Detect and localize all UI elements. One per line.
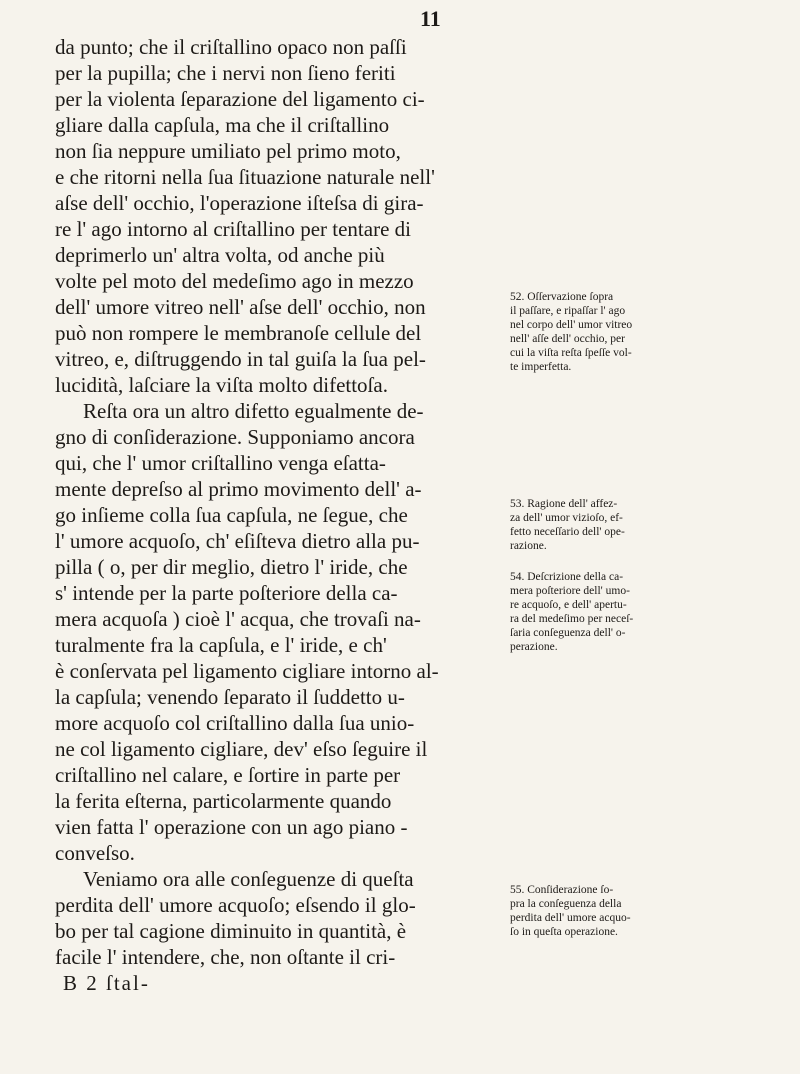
page-number: 11 — [420, 6, 441, 31]
text-line: aſse dell' occhio, l'operazione iſteſsa di gira- — [55, 191, 424, 215]
margin-note-52 — [510, 290, 790, 374]
note-line: te imperfetta. — [510, 361, 572, 373]
margin-note-54 — [510, 570, 790, 654]
text-line: la ferita eſterna, particolarmente quando — [55, 789, 392, 813]
text-line: e che ritorni nella ſua ſituazione naturale nell' — [55, 165, 435, 189]
text-line: vitreo, e, diſtruggendo in tal guiſa la ſua pel- — [55, 347, 426, 371]
text-line: lucidità, laſciare la viſta molto difettoſa. — [55, 373, 388, 397]
text-line: è conſervata pel ligamento cigliare intorno al- — [55, 659, 439, 683]
text-line: non ſia neppure umiliato pel primo moto, — [55, 139, 401, 163]
note-line: 52. Oſſervazione ſopra — [510, 291, 614, 303]
note-line: ſaria conſeguenza dell' o- — [510, 627, 626, 639]
note-line: za dell' umor vizioſo, ef- — [510, 512, 623, 524]
text-line: go inſieme colla ſua capſula, ne ſegue, che — [55, 503, 408, 527]
note-line: nell' aſſe dell' occhio, per — [510, 333, 625, 345]
text-line: deprimerlo un' altra volta, od anche più — [55, 243, 385, 267]
note-line: perazione. — [510, 641, 558, 653]
note-line: 53. Ragione dell' affez- — [510, 498, 618, 510]
text-line: bo per tal cagione diminuito in quantità, è — [55, 919, 407, 943]
text-line: per la pupilla; che i nervi non ſieno feriti — [55, 61, 396, 85]
catchword-line: B 2 ſtal- — [63, 971, 150, 995]
text-line: turalmente fra la capſula, e l' iride, e ch' — [55, 633, 387, 657]
text-line: perdita dell' umore acquoſo; eſsendo il glo- — [55, 893, 416, 917]
text-line: l' umore acquoſo, ch' eſiſteva dietro alla pu- — [55, 529, 420, 553]
margin-note-53 — [510, 497, 790, 553]
text-line: mera acquoſa ) cioè l' acqua, che trovaſi na- — [55, 607, 421, 631]
note-line: ra del medeſimo per neceſ- — [510, 613, 634, 625]
text-line: da punto; che il criſtallino opaco non paſſi — [55, 35, 407, 59]
text-line: volte pel moto del medeſimo ago in mezzo — [55, 269, 414, 293]
note-line: razione. — [510, 540, 547, 552]
text-line: mente depreſso al primo movimento dell' a- — [55, 477, 422, 501]
text-line: gliare dalla capſula, ma che il criſtallino — [55, 113, 390, 137]
text-line: re l' ago intorno al criſtallino per tentare di — [55, 217, 411, 241]
text-line: pilla ( o, per dir meglio, dietro l' iride, che — [55, 555, 408, 579]
text-line: criſtallino nel calare, e ſortire in parte per — [55, 763, 401, 787]
main-text-column — [55, 34, 495, 996]
note-line: il paſſare, e ripaſſar l' ago — [510, 305, 626, 317]
text-line: vien fatta l' operazione con un ago piano - — [55, 815, 408, 839]
text-line: facile l' intendere, che, non oſtante il cri- — [55, 945, 396, 969]
text-line: s' intende per la parte poſteriore della ca- — [55, 581, 398, 605]
note-line: cui la viſta reſta ſpeſſe vol- — [510, 347, 632, 359]
note-line: nel corpo dell' umor vitreo — [510, 319, 633, 331]
note-line: mera poſteriore dell' umo- — [510, 585, 630, 597]
text-line: conveſso. — [55, 841, 135, 865]
note-line: re acquoſo, e dell' apertu- — [510, 599, 627, 611]
text-line: per la violenta ſeparazione del ligamento ci- — [55, 87, 425, 111]
note-line: 55. Conſiderazione ſo- — [510, 884, 614, 896]
text-line: dell' umore vitreo nell' aſse dell' occhio, non — [55, 295, 426, 319]
note-line: fetto neceſſario dell' ope- — [510, 526, 625, 538]
note-line: 54. Deſcrizione della ca- — [510, 571, 624, 583]
text-line: ne col ligamento cigliare, dev' eſso ſeguire il — [55, 737, 428, 761]
text-line: la capſula; venendo ſeparato il ſuddetto u- — [55, 685, 405, 709]
text-line: more acquoſo col criſtallino dalla ſua unio- — [55, 711, 415, 735]
text-line: può non rompere le membranoſe cellule del — [55, 321, 422, 345]
text-line: Reſta ora un altro difetto egualmente de- — [83, 399, 424, 423]
note-line: perdita dell' umore acquo- — [510, 912, 631, 924]
text-line: qui, che l' umor criſtallino venga eſatta- — [55, 451, 386, 475]
margin-note-55 — [510, 883, 790, 939]
note-line: ſo in queſta operazione. — [510, 926, 618, 938]
text-line: gno di conſiderazione. Supponiamo ancora — [55, 425, 415, 449]
text-line: Veniamo ora alle conſeguenze di queſta — [83, 867, 414, 891]
note-line: pra la conſeguenza della — [510, 898, 622, 910]
